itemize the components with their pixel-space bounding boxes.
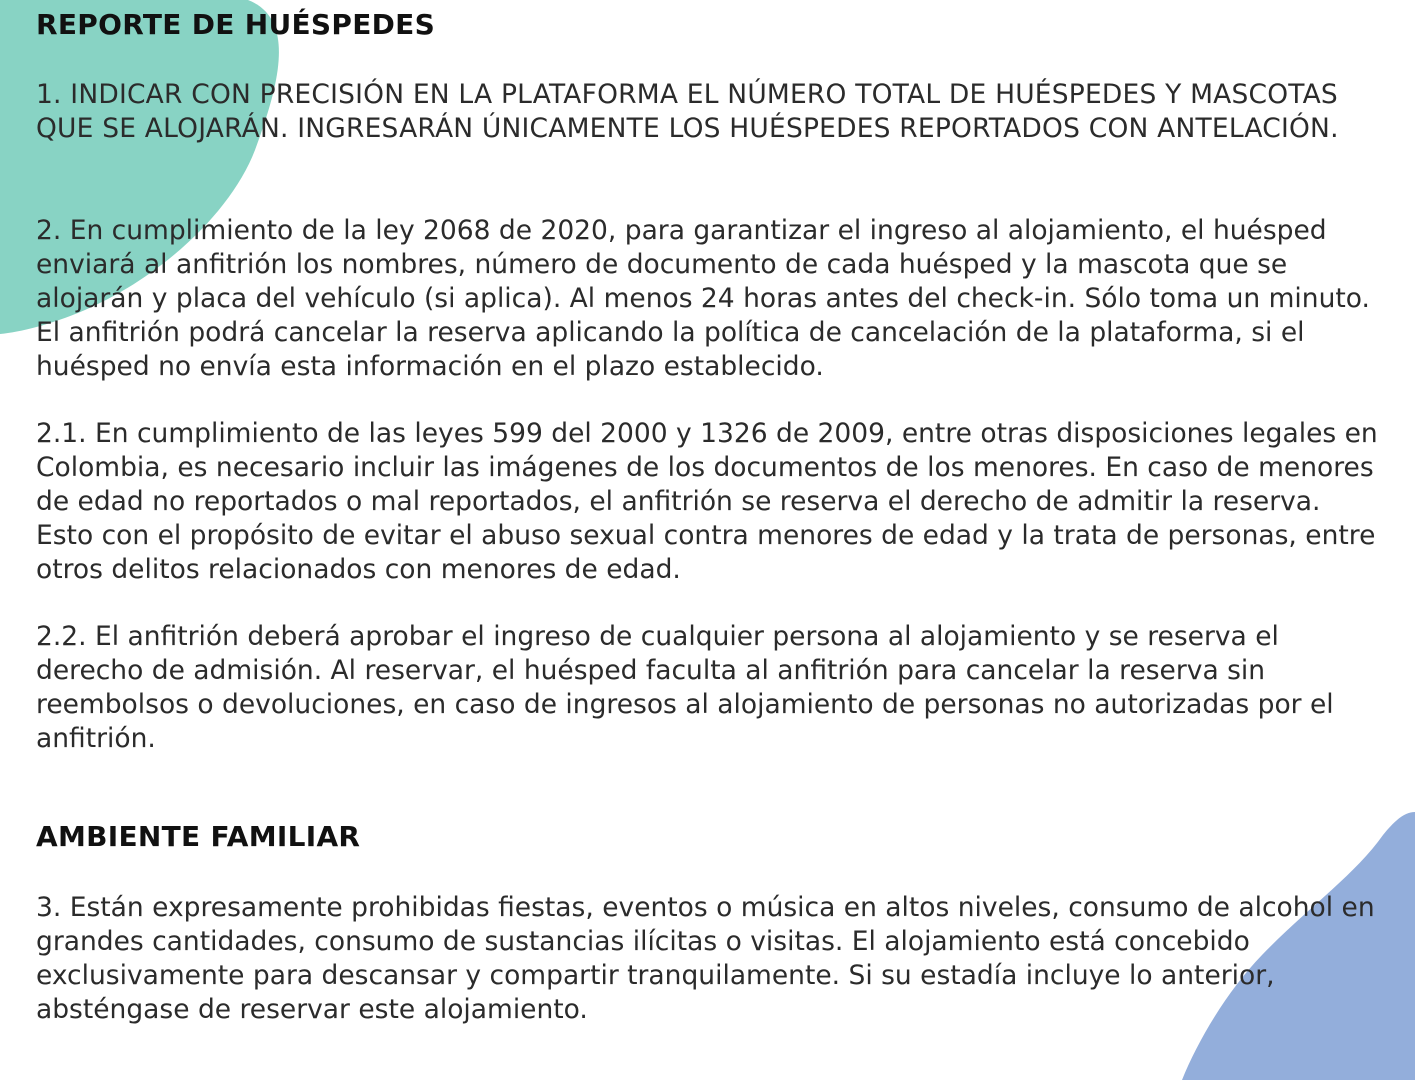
paragraph-2-2: 2.2. El anfitrión deberá aprobar el ingreso de cualquier persona al alojamiento y se reserva el derecho de admisión. Al reservar, el huésped faculta al anfitrión para cancelar la reserva sin reembolsos o devoluciones, en caso de ingresos al alojamiento de personas no autorizadas por el anfitrión. bbox=[36, 621, 1334, 754]
paragraph-2: 2. En cumplimiento de la ley 2068 de 2020, para garantizar el ingreso al alojamiento, el huésped enviará al anfitrión los nombres, número de documento de cada huésped y la mascota que se alojarán y placa del vehículo (si aplica). Al menos 24 horas antes del check-in. Sólo toma un minuto. El anfitrión podrá cancelar la reserva aplicando la política de cancelación de la plataforma, si el huésped no envía esta información en el plazo establecido. bbox=[36, 215, 1370, 382]
paragraph-1: 1. INDICAR CON PRECISIÓN EN LA PLATAFORMA EL NÚMERO TOTAL DE HUÉSPEDES Y MASCOTAS QUE SE ALOJARÁN. INGRESARÁN ÚNICAMENTE LOS HUÉSPEDES REPORTADOS CON ANTELACIÓN. bbox=[36, 79, 1339, 144]
paragraph-2-1: 2.1. En cumplimiento de las leyes 599 del 2000 y 1326 de 2009, entre otras disposiciones legales en Colombia, es necesario incluir las imágenes de los documentos de los menores. En caso de menores de edad no reportados o mal reportados, el anfitrión se reserva el derecho de admitir la reserva. Esto con el propósito de evitar el abuso sexual contra menores de edad y la trata de personas, entre otros delitos relacionados con menores de edad. bbox=[36, 418, 1378, 585]
section-title-family-environment: AMBIENTE FAMILIAR bbox=[36, 820, 361, 853]
paragraph-3: 3. Están expresamente prohibidas fiestas, eventos o música en altos niveles, consumo de alcohol en grandes cantidades, consumo de sustancias ilícitas o visitas. El alojamiento está concebido exclusivamente para descansar y compartir tranquilamente. Si su estadía incluye lo anterior, absténgase de reservar este alojamiento. bbox=[36, 892, 1375, 1025]
section-title-guest-report: REPORTE DE HUÉSPEDES bbox=[36, 8, 436, 41]
